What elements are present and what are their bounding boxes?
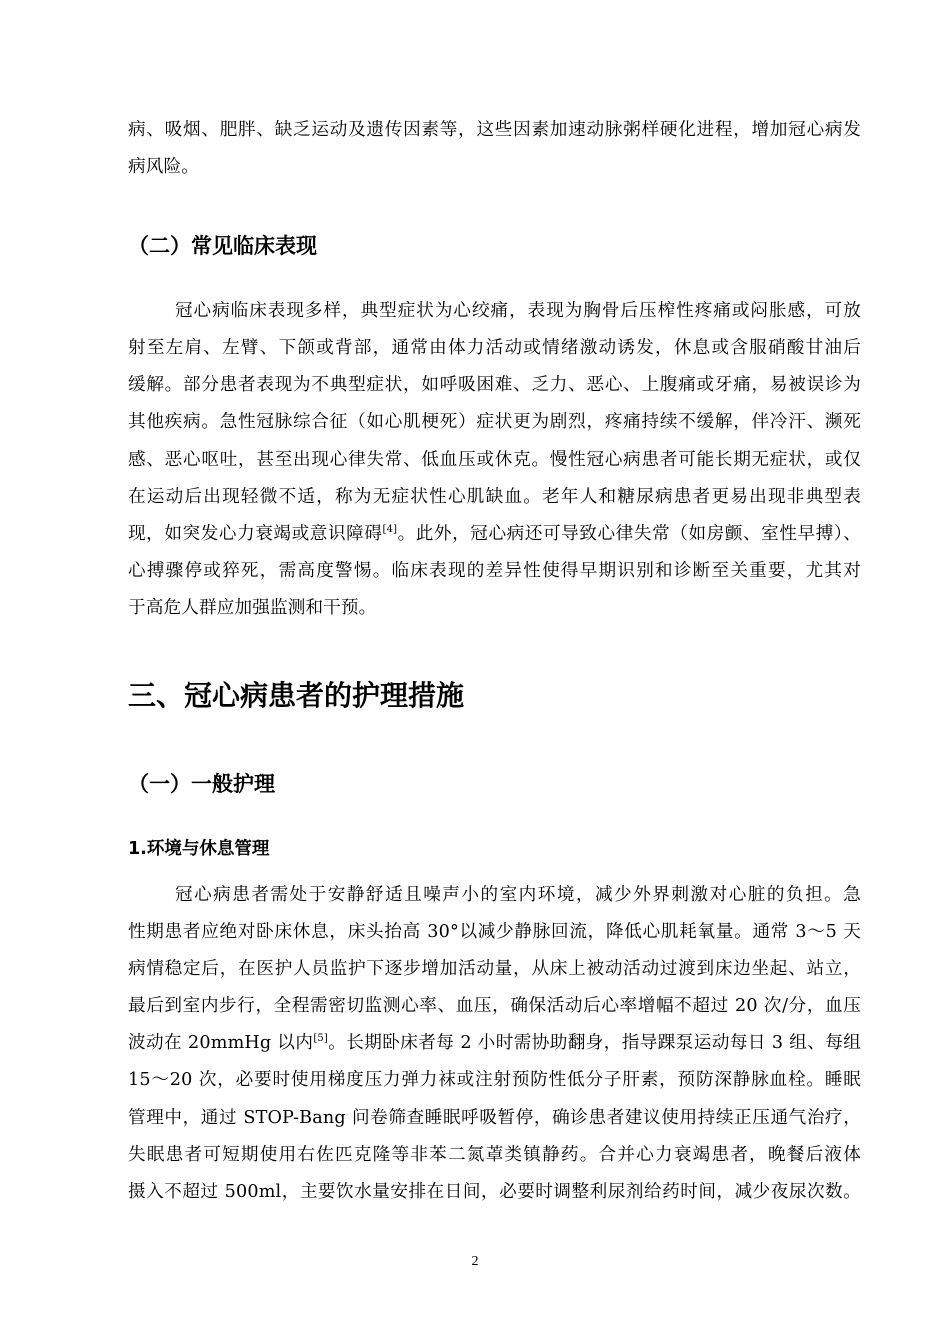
paragraph-line: 冠心病患者需处于安静舒适且噪声小的室内环境，减少外界刺激对心脏的负担。急 [175, 885, 861, 905]
paragraph-line: 摄入不超过 500ml，主要饮水量安排在日间，必要时调整利尿剂给药时间，减少夜尿次数。 [128, 1182, 861, 1202]
paragraph-line: 心搏骤停或猝死，需高度警惕。临床表现的差异性使得早期识别和诊断至关重要，尤其对 [128, 561, 861, 581]
text-segment: 。此外，冠心病还可导致心律失常（如房颤、室性早搏）、 [397, 524, 861, 544]
paragraph-line: 病风险。 [128, 157, 199, 177]
paragraph-line: 于高危人群应加强监测和干预。 [128, 598, 377, 618]
paragraph-line: 感、恶心呕吐，甚至出现心律失常、低血压或休克。慢性冠心病患者可能长期无症状，或仅 [128, 450, 861, 470]
paragraph-line: 失眠患者可短期使用右佐匹克隆等非苯二氮䓬类镇静药。合并心力衰竭患者，晚餐后液体 [128, 1145, 861, 1165]
text-segment: 。长期卧床者每 2 小时需协助翻身，指导踝泵运动每日 3 组、每组 [327, 1033, 861, 1053]
item-heading: 1.环境与休息管理 [128, 839, 270, 859]
paragraph-line [128, 522, 861, 546]
chapter-heading: 三、冠心病患者的护理措施 [128, 679, 465, 712]
citation-marker: [4] [382, 524, 398, 535]
paragraph-line: 在运动后出现轻微不适，称为无症状性心肌缺血。老年人和糖尿病患者更易出现非典型表 [128, 487, 861, 507]
text-segment: 波动在 20mmHg 以内 [128, 1033, 314, 1053]
paragraph-line: 病、吸烟、肥胖、缺乏运动及遗传因素等，这些因素加速动脉粥样硬化进程，增加冠心病发 [128, 120, 861, 140]
paragraph-line: 性期患者应绝对卧床休息，床头抬高 30°以减少静脉回流，降低心肌耗氧量。通常 3～5 天 [128, 922, 861, 942]
page-number: 2 [471, 1254, 479, 1269]
paragraph-line: 最后到室内步行，全程需密切监测心率、血压，确保活动后心率增幅不超过 20 次/分，血压 [128, 996, 861, 1016]
citation-marker: [5] [313, 1033, 328, 1044]
paragraph-line: 冠心病临床表现多样，典型症状为心绞痛，表现为胸骨后压榨性疼痛或闷胀感，可放 [175, 301, 861, 321]
paragraph-line [128, 1031, 861, 1055]
text-segment: 现，如突发心力衰竭或意识障碍 [128, 524, 383, 544]
paragraph-line: 其他疾病。急性冠脉综合征（如心肌梗死）症状更为剧烈，疼痛持续不缓解，伴冷汗、濒死 [128, 412, 861, 432]
paragraph-line: 射至左肩、左臂、下颌或背部，通常由体力活动或情绪激动诱发，休息或含服硝酸甘油后 [128, 338, 861, 358]
section-heading: （二）常见临床表现 [128, 234, 317, 258]
paragraph-line: 缓解。部分患者表现为不典型症状，如呼吸困难、乏力、恶心、上腹痛或牙痛，易被误诊为 [128, 375, 861, 395]
section-heading: （一）一般护理 [128, 772, 275, 796]
paragraph-line: 病情稳定后，在医护人员监护下逐步增加活动量，从床上被动活动过渡到床边坐起、站立， [128, 959, 861, 979]
paragraph-line: 管理中，通过 STOP-Bang 问卷筛查睡眠呼吸暂停，确诊患者建议使用持续正压通气治疗， [128, 1108, 861, 1128]
paragraph-line: 15～20 次，必要时使用梯度压力弹力袜或注射预防性低分子肝素，预防深静脉血栓。睡眠 [128, 1070, 861, 1090]
